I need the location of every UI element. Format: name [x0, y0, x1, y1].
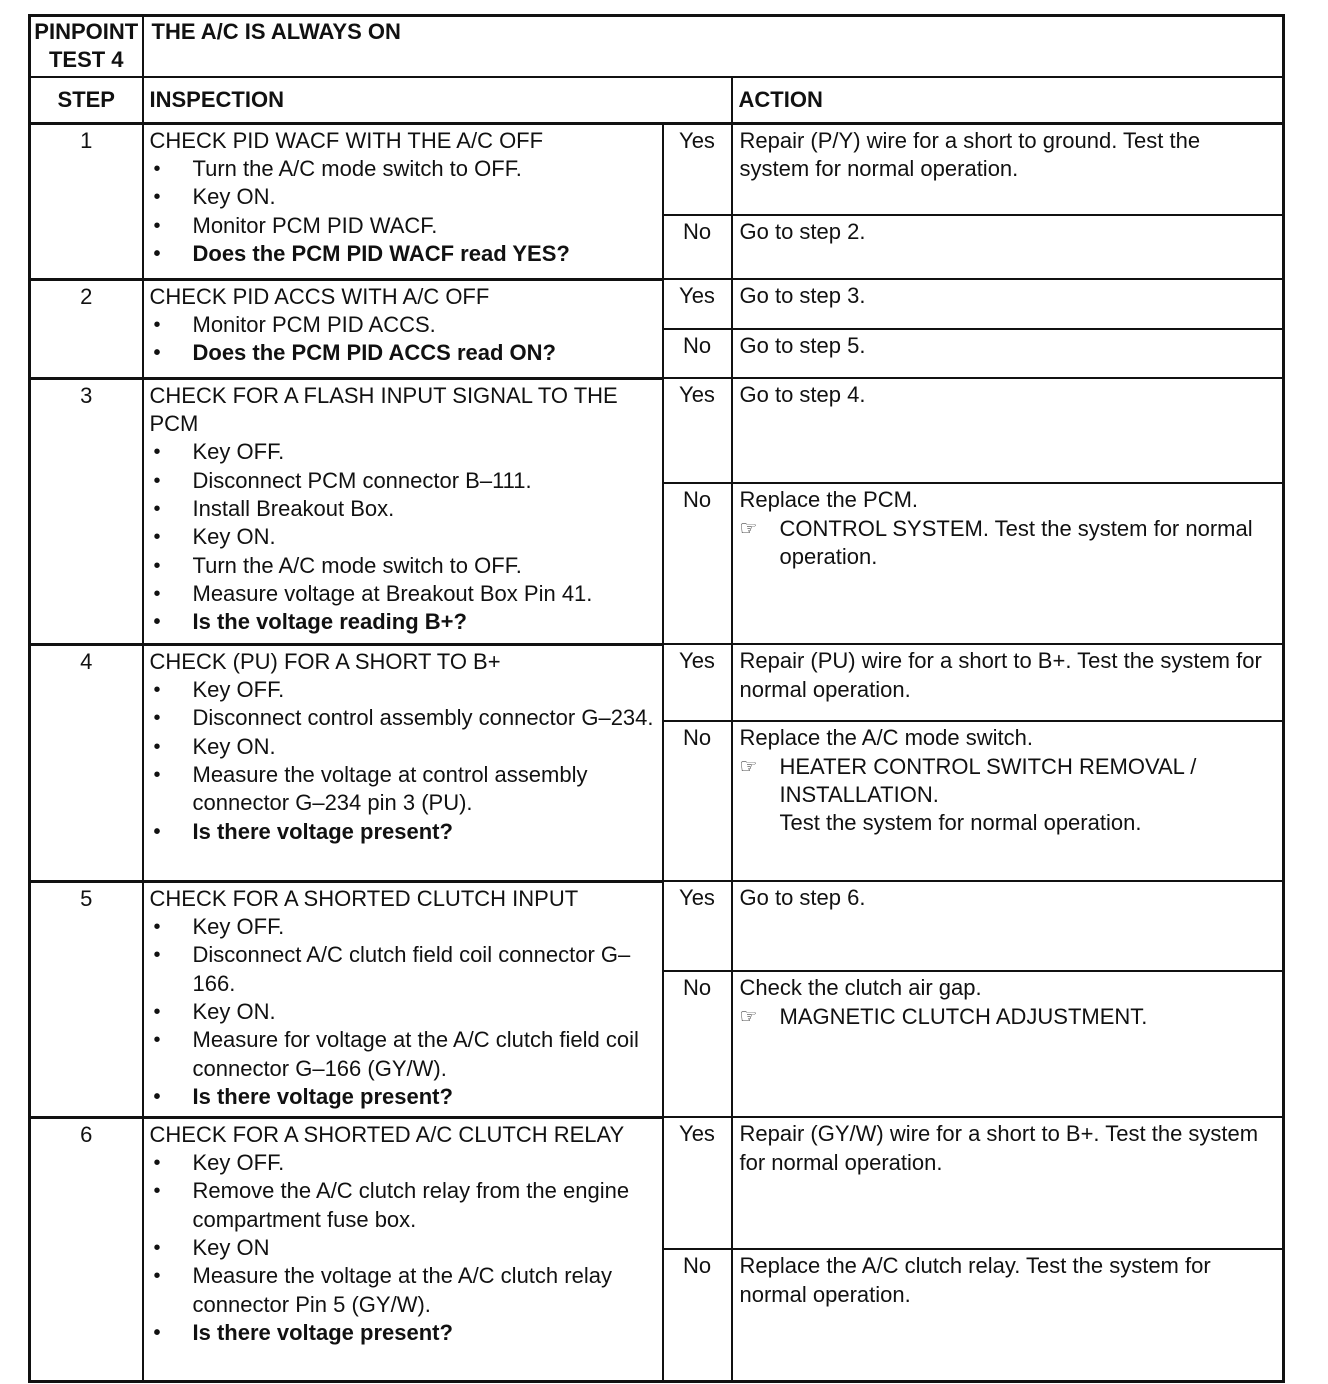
no-action — [732, 215, 1284, 279]
step-row — [30, 378, 1284, 483]
no-action — [732, 721, 1284, 881]
inspection-bullet: • Key ON — [150, 1234, 656, 1262]
reference-extra-text: Test the system for normal operation. — [779, 810, 1142, 836]
yes-label: Yes — [663, 123, 732, 215]
inspection-bullets — [150, 311, 656, 368]
inspection-bullet: • Disconnect PCM connector B–111. — [150, 467, 656, 495]
inspection-bullet: • Key OFF. — [150, 438, 656, 466]
test-header-row — [30, 16, 1284, 77]
yes-label: Yes — [663, 378, 732, 483]
step-row — [30, 644, 1284, 721]
no-action-text: Replace the A/C mode switch. — [739, 725, 1033, 751]
no-label: No — [663, 483, 732, 644]
no-label: No — [663, 329, 732, 378]
step-inspection — [143, 279, 663, 378]
reference — [740, 1003, 1275, 1031]
inspection-question: • Is there voltage present? — [150, 1083, 656, 1111]
no-action-text: Go to step 2. — [739, 219, 866, 245]
inspection-bullet: • Turn the A/C mode switch to OFF. — [150, 552, 656, 580]
no-label: No — [663, 215, 732, 279]
inspection-bullet: • Remove the A/C clutch relay from the engine compartment fuse box. — [150, 1177, 656, 1234]
yes-label: Yes — [663, 279, 732, 329]
inspection-bullet: • Key OFF. — [150, 676, 656, 704]
inspection-bullet: • Measure voltage at Breakout Box Pin 41. — [150, 580, 656, 608]
yes-action — [732, 123, 1284, 215]
column-header-action: ACTION — [732, 77, 1284, 124]
yes-action-text: Repair (P/Y) wire for a short to ground. Test the system for normal operation. — [739, 127, 1201, 182]
inspection-bullet: • Key ON. — [150, 183, 656, 211]
inspection-bullets — [150, 438, 656, 636]
pointing-hand-icon: ☞ — [739, 517, 758, 540]
step-inspection — [143, 881, 663, 1117]
no-action-text: Check the clutch air gap. — [739, 975, 982, 1001]
step-number: 4 — [30, 644, 143, 881]
no-action — [732, 483, 1284, 644]
inspection-bullets — [150, 155, 656, 268]
inspection-question: • Is the voltage reading B+? — [150, 608, 656, 636]
step-row — [30, 881, 1284, 971]
yes-action-text: Go to step 3. — [739, 283, 866, 309]
step-number: 1 — [30, 123, 143, 279]
inspection-bullet: • Key ON. — [150, 523, 656, 551]
no-label: No — [663, 971, 732, 1117]
yes-action-text: Repair (GY/W) wire for a short to B+. Test the system for normal operation. — [739, 1121, 1259, 1175]
inspection-bullet: • Disconnect A/C clutch field coil connector G–166. — [150, 941, 656, 998]
yes-action — [732, 279, 1284, 329]
step-inspection — [143, 644, 663, 881]
yes-action — [732, 881, 1284, 971]
yes-action-text: Go to step 6. — [739, 885, 866, 911]
inspection-bullet: • Monitor PCM PID ACCS. — [150, 311, 656, 339]
reference-text: MAGNETIC CLUTCH ADJUSTMENT. — [779, 1003, 1148, 1029]
no-action — [732, 1249, 1284, 1381]
step-number: 6 — [30, 1117, 143, 1381]
inspection-bullet: • Disconnect control assembly connector G–234. — [150, 704, 656, 732]
inspection-bullet: • Key OFF. — [150, 1149, 656, 1177]
no-action — [732, 971, 1284, 1117]
yes-action-text: Repair (PU) wire for a short to B+. Test the system for normal operation. — [739, 648, 1262, 702]
inspection-question: • Does the PCM PID ACCS read ON? — [150, 339, 656, 367]
inspection-question: • Is there voltage present? — [150, 1319, 656, 1347]
yes-label: Yes — [663, 1117, 732, 1249]
yes-action — [732, 378, 1284, 483]
no-action — [732, 329, 1284, 378]
pointing-hand-icon: ☞ — [739, 755, 758, 778]
reference — [740, 753, 1275, 838]
yes-action — [732, 1117, 1284, 1249]
inspection-bullet: • Measure the voltage at control assembly connector G–234 pin 3 (PU). — [150, 761, 656, 818]
step-number: 3 — [30, 378, 143, 644]
yes-label: Yes — [663, 644, 732, 721]
inspection-bullet: • Monitor PCM PID WACF. — [150, 212, 656, 240]
step-title: CHECK PID ACCS WITH A/C OFF — [149, 283, 490, 309]
step-number: 5 — [30, 881, 143, 1117]
yes-action — [732, 644, 1284, 721]
pinpoint-test-table — [28, 14, 1285, 1383]
inspection-question: • Does the PCM PID WACF read YES? — [150, 240, 656, 268]
inspection-bullet: • Key OFF. — [150, 913, 656, 941]
step-inspection — [143, 123, 663, 279]
inspection-bullets — [150, 913, 656, 1111]
inspection-bullets — [150, 1149, 656, 1347]
reference-text: CONTROL SYSTEM. Test the system for normal operation. — [779, 515, 1253, 569]
no-label: No — [663, 721, 732, 881]
reference — [740, 515, 1275, 572]
no-label: No — [663, 1249, 732, 1381]
column-header-row — [30, 77, 1284, 124]
inspection-bullets — [150, 676, 656, 846]
pinpoint-test-sheet — [28, 14, 1282, 1383]
inspection-bullet: • Measure for voltage at the A/C clutch field coil connector G–166 (GY/W). — [150, 1026, 656, 1083]
yes-action-text: Go to step 4. — [739, 382, 866, 408]
step-row — [30, 123, 1284, 215]
step-row — [30, 279, 1284, 329]
step-title: CHECK PID WACF WITH THE A/C OFF — [149, 127, 544, 153]
step-title: CHECK (PU) FOR A SHORT TO B+ — [149, 648, 501, 674]
inspection-bullet: • Turn the A/C mode switch to OFF. — [150, 155, 656, 183]
step-title: CHECK FOR A FLASH INPUT SIGNAL TO THE PCM — [149, 382, 618, 437]
test-title: THE A/C IS ALWAYS ON — [143, 16, 1284, 77]
inspection-bullet: • Install Breakout Box. — [150, 495, 656, 523]
inspection-question: • Is there voltage present? — [150, 818, 656, 846]
step-title: CHECK FOR A SHORTED A/C CLUTCH RELAY — [149, 1121, 625, 1147]
inspection-bullet: • Key ON. — [150, 733, 656, 761]
column-header-inspection: INSPECTION — [143, 77, 732, 124]
step-title: CHECK FOR A SHORTED CLUTCH INPUT — [149, 885, 579, 911]
step-number: 2 — [30, 279, 143, 378]
reference-text: HEATER CONTROL SWITCH REMOVAL / INSTALLATION. — [779, 753, 1197, 807]
no-action-text: Replace the A/C clutch relay. Test the system for normal operation. — [739, 1253, 1211, 1307]
step-inspection — [143, 1117, 663, 1381]
test-id: PINPOINT TEST 4 — [30, 16, 143, 77]
column-header-step: STEP — [30, 77, 143, 124]
no-action-text: Replace the PCM. — [739, 487, 919, 513]
inspection-bullet: • Key ON. — [150, 998, 656, 1026]
step-row — [30, 1117, 1284, 1249]
pointing-hand-icon: ☞ — [739, 1005, 758, 1028]
no-action-text: Go to step 5. — [739, 333, 866, 359]
inspection-bullet: • Measure the voltage at the A/C clutch relay connector Pin 5 (GY/W). — [150, 1262, 656, 1319]
yes-label: Yes — [663, 881, 732, 971]
step-inspection — [143, 378, 663, 644]
